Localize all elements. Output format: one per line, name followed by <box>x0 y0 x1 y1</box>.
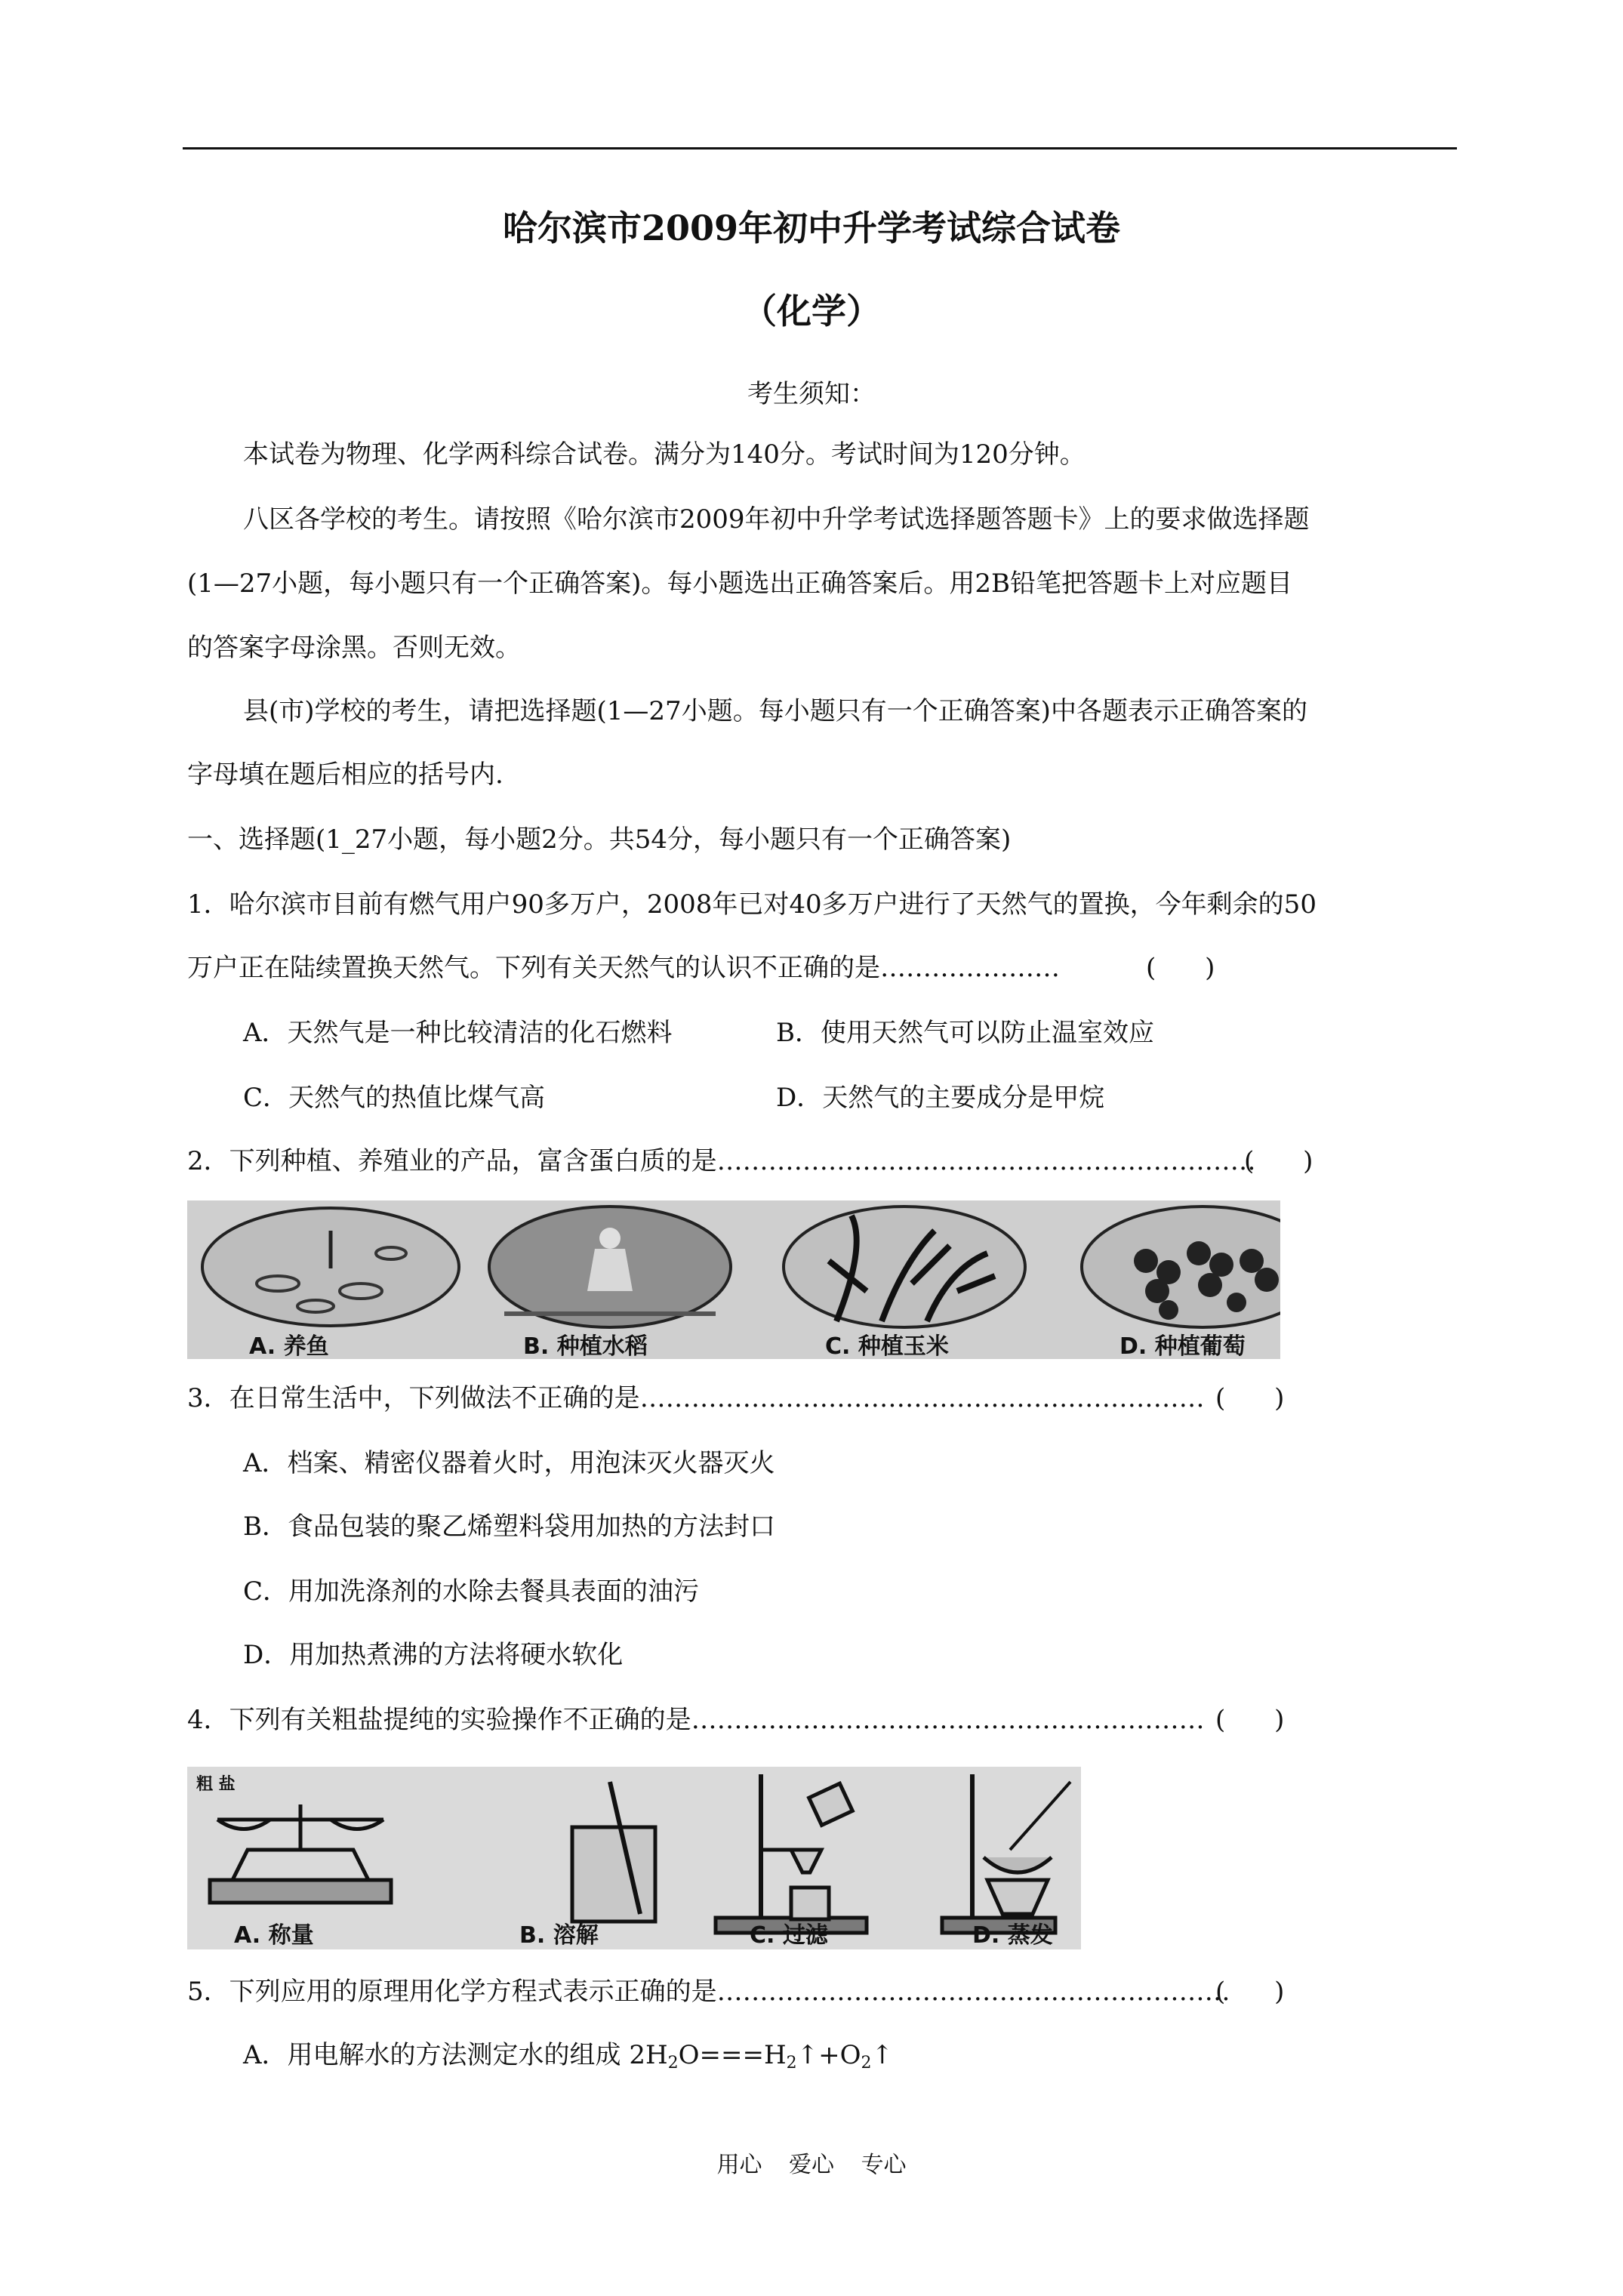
question-4-image-b-label: B. 溶解 <box>519 1922 599 1949</box>
section-heading: 一、选择题(1_27小题，每小题2分。共54分，每小题只有一个正确答案) <box>187 824 1012 855</box>
question-5-option-a <box>243 2040 893 2079</box>
question-5-option-a-text: A．用电解水的方法测定水的组成 2H <box>243 2040 668 2070</box>
question-5-stem: 5．下列应用的原理用化学方程式表示正确的是…………………………………………………… <box>187 1977 1230 2007</box>
subscript: 2 <box>667 2054 679 2073</box>
question-2-image-a-label: A. 养鱼 <box>249 1333 329 1359</box>
notice-paragraph-1: 本试卷为物理、化学两科综合试卷。满分为140分。考试时间为120分钟。 <box>243 439 1086 470</box>
question-4-stem: 4．下列有关粗盐提纯的实验操作不正确的是…………………………………………………… <box>187 1705 1205 1735</box>
question-1-line-1: 1．哈尔滨市目前有燃气用户90多万户，2008年已对40多万户进行了天然气的置换，今年剩余的50 <box>187 889 1317 920</box>
question-3-option-b: B．食品包装的聚乙烯塑料袋用加热的方法封口 <box>243 1512 775 1542</box>
answer-blank-q3[interactable]: ( ) <box>1215 1383 1285 1413</box>
question-4-image-a-label: A. 称量 <box>234 1922 314 1949</box>
question-4-illustrations <box>187 1767 1081 1949</box>
question-2-illustrations <box>187 1200 1280 1359</box>
question-1-option-c: C．天然气的热值比煤气高 <box>243 1083 546 1113</box>
equation-part: ↑+O <box>796 2040 861 2070</box>
question-2-stem: 2．下列种植、养殖业的产品，富含蛋白质的是……………………………………………………… <box>187 1146 1256 1176</box>
answer-blank-q5[interactable]: ( ) <box>1215 1977 1285 2007</box>
equation-part: O===H <box>678 2040 787 2070</box>
answer-blank-q1[interactable]: ( ) <box>1146 953 1215 983</box>
question-1-option-a: A．天然气是一种比较清洁的化石燃料 <box>243 1018 673 1048</box>
answer-blank-q4[interactable]: ( ) <box>1215 1705 1285 1735</box>
question-4-image-d-label: D. 蒸发 <box>972 1922 1053 1949</box>
answer-blank-q2[interactable]: ( ) <box>1244 1146 1313 1176</box>
page-subtitle: （化学） <box>742 291 881 331</box>
page-title: 哈尔滨市2009年初中升学考试综合试卷 <box>502 208 1121 248</box>
question-2-image-c-label: C. 种植玉米 <box>825 1333 949 1359</box>
equation-part: ↑ <box>871 2040 894 2070</box>
notice-heading: 考生须知： <box>747 379 876 409</box>
question-1-line-2: 万户正在陆续置换天然气。下列有关天然气的认识不正确的是………………… <box>187 953 1060 983</box>
question-1-option-b: B．使用天然气可以防止温室效应 <box>776 1018 1154 1048</box>
notice-paragraph-2-line-1: 八区各学校的考生。请按照《哈尔滨市2009年初中升学考试选择题答题卡》上的要求做选择题 <box>243 504 1310 535</box>
question-3-option-c: C．用加洗涤剂的水除去餐具表面的油污 <box>243 1576 700 1607</box>
question-3-option-a: A．档案、精密仪器着火时，用泡沫灭火器灭火 <box>243 1448 775 1478</box>
page-footer: 用心 爱心 专心 <box>716 2152 907 2178</box>
question-4-figure <box>187 1767 1081 1949</box>
question-3-stem: 3．在日常生活中，下列做法不正确的是………………………………………………………… <box>187 1383 1205 1413</box>
subscript: 2 <box>861 2054 872 2073</box>
question-4-image-c-label: C. 过滤 <box>750 1922 828 1949</box>
notice-paragraph-3-line-2: 字母填在题后相应的括号内. <box>187 760 504 790</box>
notice-paragraph-3-line-1: 县(市)学校的考生，请把选择题(1—27小题。每小题只有一个正确答案)中各题表示正确答案的 <box>243 696 1307 726</box>
header-rule <box>183 147 1457 149</box>
notice-paragraph-2-line-3: 的答案字母涂黑。否则无效。 <box>187 633 521 663</box>
question-2-figure <box>187 1200 1280 1359</box>
question-1-option-d: D．天然气的主要成分是甲烷 <box>776 1083 1105 1113</box>
question-2-image-b-label: B. 种植水稻 <box>523 1333 648 1359</box>
question-4-balance-label: 粗 盐 <box>196 1775 236 1794</box>
question-3-option-d: D．用加热煮沸的方法将硬水软化 <box>243 1640 624 1670</box>
notice-paragraph-2-line-2: (1—27小题，每小题只有一个正确答案)。每小题选出正确答案后。用2B铅笔把答题卡上对应题目 <box>187 569 1293 599</box>
subscript: 2 <box>786 2054 797 2073</box>
question-2-image-d-label: D. 种植葡萄 <box>1119 1333 1246 1359</box>
